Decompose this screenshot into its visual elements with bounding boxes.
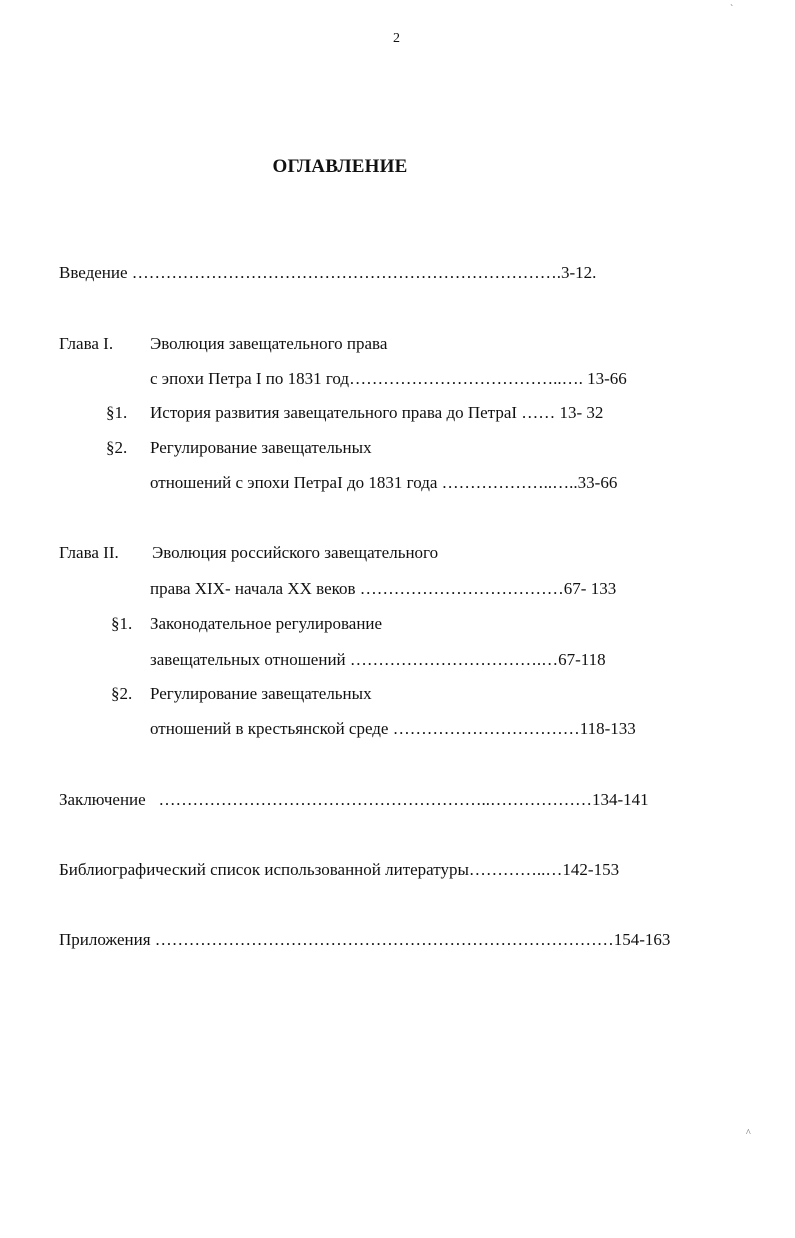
toc-entry-bibliography: Библиографический список использованной литературы…………..…142-153 [59, 860, 620, 879]
scan-speck: ` [730, 4, 734, 15]
toc-chapter1-label: Глава I. [59, 334, 114, 353]
toc-entry-intro: Введение ………………………………………………………………….3-12. [59, 263, 597, 282]
toc-chapter1-title-line1: Эволюция завещательного права [150, 334, 388, 353]
toc-chapter2-title-line2: права XIX- начала XX веков ………………………………67- 133 [150, 579, 617, 598]
toc-chapter1-section1-number: §1. [106, 403, 128, 422]
toc-chapter1-title-line2: с эпохи Петра I по 1831 год………………………………..…. 13-66 [150, 369, 627, 388]
page-number: 2 [393, 31, 400, 46]
toc-chapter2-section2-number: §2. [111, 684, 133, 703]
toc-chapter2-label: Глава II. [59, 543, 119, 562]
toc-chapter1-section2-number: §2. [106, 438, 128, 457]
toc-chapter2-section1-number: §1. [111, 614, 133, 633]
toc-chapter2-section2-line2: отношений в крестьянской среде ……………………………118-133 [150, 719, 636, 738]
toc-chapter2-section1-line2: завещательных отношений …………………………….…67-118 [150, 650, 606, 669]
toc-chapter2-title-line1: Эволюция российского завещательного [152, 543, 439, 562]
toc-chapter2-section1-line1: Законодательное регулирование [150, 614, 383, 633]
scan-speck: ^ [746, 1128, 751, 1139]
toc-chapter1-section1-text: История развития завещательного права до ПетраI …… 13- 32 [150, 403, 604, 422]
toc-entry-conclusion: Заключение …………………………………………………..………………134-141 [59, 790, 649, 809]
toc-chapter1-section2-line1: Регулирование завещательных [150, 438, 372, 457]
toc-chapter2-section2-line1: Регулирование завещательных [150, 684, 372, 703]
toc-chapter1-section2-line2: отношений с эпохи ПетраI до 1831 года ………………..…..33-66 [150, 473, 618, 492]
toc-entry-appendices: Приложения ………………………………………………………………………154-163 [59, 930, 671, 949]
page-title: ОГЛАВЛЕНИЕ [272, 156, 408, 177]
